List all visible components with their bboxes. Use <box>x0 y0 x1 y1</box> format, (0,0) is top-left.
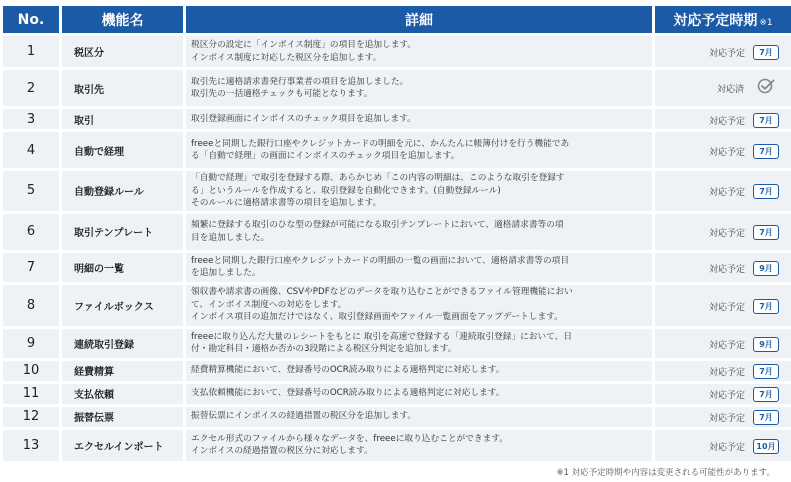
detail-line: 振替伝票にインボイスの経過措置の税区分を追加します。 <box>191 411 417 422</box>
detail-line: 取引先に適格請求書発行事業者の項目を追加しました。 <box>191 76 409 87</box>
header-schedule <box>655 6 791 33</box>
detail-line: を追加しました。 <box>191 268 261 278</box>
status-label: 対応予定 <box>708 147 745 158</box>
feature-detail <box>186 285 652 326</box>
feature-name: エクセルインポート <box>62 430 183 461</box>
feature-detail <box>186 329 652 358</box>
detail-line: 付・勘定科目・適格か否かの3段階による税区分判定を追加します。 <box>191 344 457 354</box>
table-row <box>3 132 791 168</box>
table-row <box>3 214 791 250</box>
feature-name: 取引 <box>62 109 183 129</box>
table-row <box>3 329 791 358</box>
detail-line: 頻繁に登録する取引のひな型の登録が可能になる取引テンプレートにおいて、適格請求書等の項 <box>191 220 564 230</box>
table-body <box>3 36 791 461</box>
schedule-cell <box>655 361 791 381</box>
table-row <box>3 70 791 106</box>
table-row <box>3 171 791 211</box>
row-number: 7 <box>3 253 59 282</box>
detail-line: freeeに取り込んだ大量のレシートをもとに 取引を高速で登録する「連続取引登録」において、日 <box>191 331 573 342</box>
status-label: 対応予定 <box>708 229 745 239</box>
status-label: 対応予定 <box>708 391 745 401</box>
detail-line: 取引先の一括適格チェックも可能となります。 <box>191 89 373 99</box>
header-detail: 詳細 <box>186 6 652 33</box>
detail-line: 「自動で経理」で取引を登録する際、あらかじめ「この内容の明細は、このような取引を登録す <box>191 173 565 183</box>
detail-line: そのルールに適格請求書等の項目を追加します。 <box>191 198 382 208</box>
detail-line: る」というルールを作成すると、取引登録を自動化できます。(自動登録ルール) <box>191 185 501 196</box>
feature-detail <box>186 132 652 168</box>
feature-name: 連続取引登録 <box>62 329 183 358</box>
detail-line: freeeと同期した銀行口座やクレジットカードの明細を元に、かんたんに帳簿付けを行う機能であ <box>191 138 570 149</box>
detail-line: 取引登録画面にインボイスのチェック項目を追加します。 <box>191 113 416 124</box>
status-label: 対応予定 <box>708 340 745 351</box>
table-header-row <box>3 6 791 33</box>
detail-line: 税区分の設定に「インボイス制度」の項目を追加します。 <box>191 40 417 50</box>
feature-detail <box>186 171 652 211</box>
detail-line: 支払依頼機能において、登録番号のOCR読み取りによる適格判定に対応します。 <box>191 388 505 399</box>
status-label: 対応予定 <box>708 264 745 275</box>
status-label: 対応予定 <box>708 302 745 313</box>
schedule-cell <box>655 171 791 211</box>
schedule-cell <box>655 384 791 404</box>
feature-detail <box>186 36 652 67</box>
schedule-cell <box>655 329 791 358</box>
month-badge: 7月 <box>753 184 779 199</box>
row-number: 2 <box>3 70 59 106</box>
table-row <box>3 285 791 326</box>
feature-detail <box>186 214 652 250</box>
row-number: 12 <box>3 407 59 427</box>
header-schedule-label: 対応予定時期 <box>673 12 758 29</box>
status-label: 対応予定 <box>708 368 745 378</box>
schedule-cell <box>655 36 791 67</box>
header-schedule-note: ※1 <box>759 17 773 28</box>
feature-detail <box>186 253 652 282</box>
detail-line: 経費精算機能において、登録番号のOCR読み取りによる適格判定に対応します。 <box>191 365 505 376</box>
month-badge: 7月 <box>753 45 779 60</box>
feature-detail <box>186 430 652 461</box>
feature-name: ファイルボックス <box>62 285 183 326</box>
schedule-cell <box>655 132 791 168</box>
month-badge: 9月 <box>753 337 779 352</box>
row-number: 11 <box>3 384 59 404</box>
month-badge: 10月 <box>753 439 779 454</box>
schedule-cell <box>655 214 791 250</box>
feature-table <box>0 3 791 464</box>
table-row <box>3 384 791 404</box>
month-badge: 9月 <box>753 261 779 276</box>
schedule-cell <box>655 70 791 106</box>
schedule-cell <box>655 285 791 326</box>
month-badge: 7月 <box>753 113 779 128</box>
footnote: ※1 対応予定時期や内容は変更される可能性があります。 <box>556 468 775 478</box>
row-number: 1 <box>3 36 59 67</box>
detail-line: エクセル形式のファイルから様々なデータを、freeeに取り込むことができます。 <box>191 433 508 444</box>
row-number: 4 <box>3 132 59 168</box>
row-number: 13 <box>3 430 59 461</box>
row-number: 6 <box>3 214 59 250</box>
month-badge: 7月 <box>753 299 779 314</box>
detail-line: る「自動で経理」の画面にインボイスのチェック項目を追加します。 <box>191 151 460 161</box>
feature-detail <box>186 70 652 106</box>
table-row <box>3 253 791 282</box>
table-row <box>3 430 791 461</box>
feature-detail <box>186 109 652 129</box>
feature-detail <box>186 384 652 404</box>
status-label: 対応済 <box>716 84 744 95</box>
schedule-cell <box>655 253 791 282</box>
feature-detail <box>186 407 652 427</box>
status-label: 対応予定 <box>708 188 745 199</box>
row-number: 8 <box>3 285 59 326</box>
detail-line: freeeと同期した銀行口座やクレジットカードの明細の一覧の画面において、適格請求書等の項目 <box>191 255 570 266</box>
feature-name: 振替伝票 <box>62 407 183 427</box>
month-badge: 7月 <box>753 144 779 159</box>
detail-line: 領収書や請求書の画像、CSVやPDFなどのデータを取り込むことができるファイル管理機能におい <box>191 287 573 298</box>
table-row <box>3 407 791 427</box>
table-row <box>3 109 791 129</box>
schedule-cell <box>655 109 791 129</box>
status-label: 対応予定 <box>708 49 745 59</box>
detail-line: インボイス項目の追加だけではなく、取引登録画面やファイル一覧画面をアップデートします。 <box>191 312 563 323</box>
feature-detail <box>186 361 652 381</box>
detail-line: て、インボイス制度への対応をします。 <box>191 299 347 310</box>
table-row <box>3 361 791 381</box>
detail-line: 目を追加しました。 <box>191 232 270 243</box>
row-number: 3 <box>3 109 59 129</box>
status-label: 対応予定 <box>708 442 745 453</box>
feature-name: 取引テンプレート <box>62 214 183 250</box>
schedule-cell <box>655 430 791 461</box>
row-number: 10 <box>3 361 59 381</box>
feature-name: 取引先 <box>62 70 183 106</box>
month-badge: 7月 <box>753 410 779 425</box>
status-label: 対応予定 <box>708 414 745 424</box>
feature-name: 税区分 <box>62 36 183 67</box>
row-number: 5 <box>3 171 59 211</box>
detail-line: インボイスの経過措置の税区分に対応します。 <box>191 446 373 456</box>
status-label: 対応予定 <box>708 116 745 127</box>
header-name: 機能名 <box>62 6 183 33</box>
header-no: No. <box>3 6 59 33</box>
feature-name: 経費精算 <box>62 361 183 381</box>
month-badge: 7月 <box>753 387 779 402</box>
detail-line: インボイス制度に対応した税区分を追加します。 <box>191 52 382 63</box>
row-number: 9 <box>3 329 59 358</box>
month-badge: 7月 <box>753 364 779 379</box>
feature-name: 支払依頼 <box>62 384 183 404</box>
table-row <box>3 36 791 67</box>
schedule-cell <box>655 407 791 427</box>
feature-name: 明細の一覧 <box>62 253 183 282</box>
feature-name: 自動で経理 <box>62 132 183 168</box>
check-circle-icon <box>752 77 779 99</box>
feature-name: 自動登録ルール <box>62 171 183 211</box>
month-badge: 7月 <box>753 225 779 240</box>
